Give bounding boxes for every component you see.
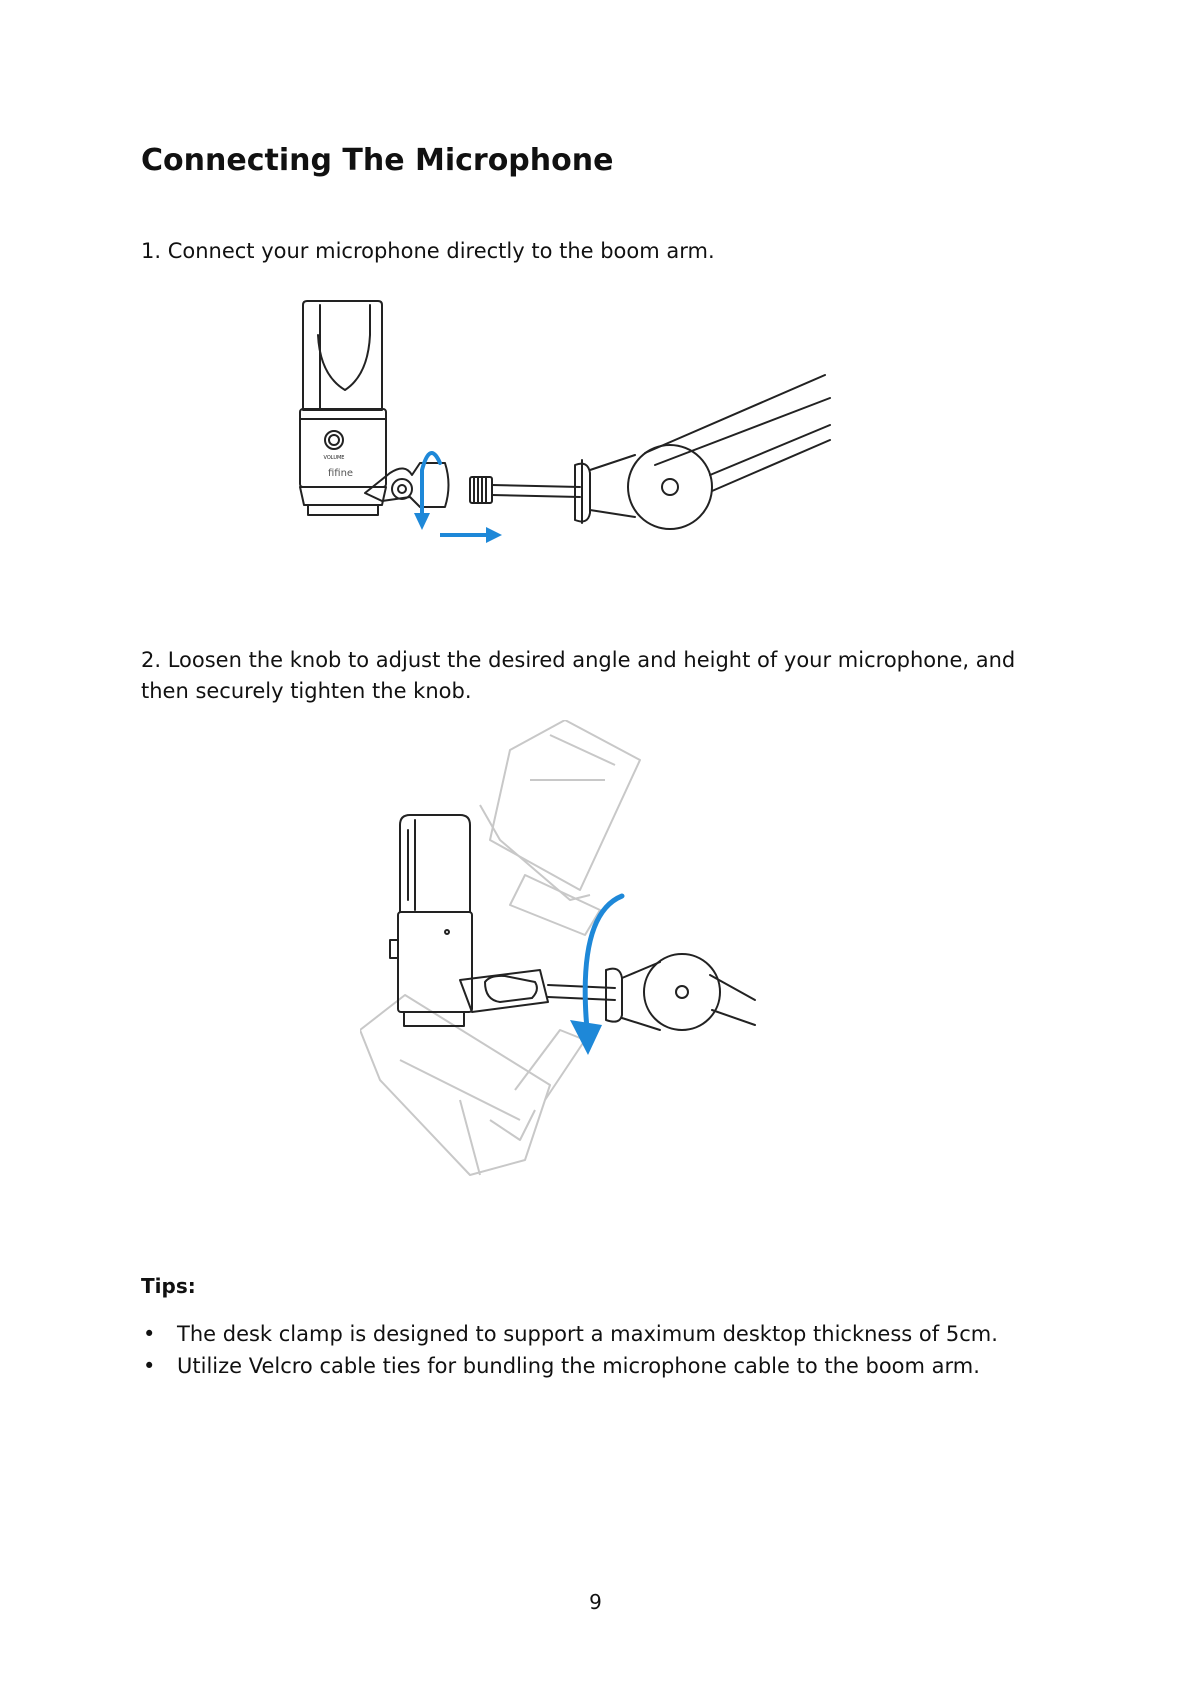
bullet-icon: • bbox=[143, 1322, 156, 1346]
figure-adjust-angle bbox=[360, 720, 830, 1200]
page-number: 9 bbox=[589, 1590, 602, 1614]
brand-label: fifine bbox=[328, 468, 354, 479]
microphone-main bbox=[390, 815, 755, 1030]
tips-list bbox=[141, 1318, 998, 1382]
ghost-lower-position bbox=[360, 995, 585, 1175]
bullet-icon: • bbox=[143, 1354, 156, 1378]
ghost-upper-position bbox=[480, 720, 640, 935]
step-2-text: 2. Loosen the knob to adjust the desired angle and height of your microphone, and then securely tighten the knob. bbox=[141, 648, 1016, 703]
list-item bbox=[141, 1350, 998, 1382]
tip-text: Utilize Velcro cable ties for bundling the microphone cable to the boom arm. bbox=[177, 1354, 980, 1378]
volume-knob-icon bbox=[325, 431, 343, 449]
step-1-text: 1. Connect your microphone directly to the boom arm. bbox=[141, 239, 715, 263]
figure-connect-microphone bbox=[290, 295, 890, 545]
rotate-arrow-icon bbox=[585, 896, 622, 1040]
volume-label: VOLUME bbox=[323, 455, 345, 461]
tips-heading: Tips: bbox=[141, 1274, 196, 1298]
page-title: Connecting The Microphone bbox=[141, 143, 614, 178]
list-item bbox=[141, 1318, 998, 1350]
mount-screw-icon bbox=[392, 479, 412, 499]
tip-text: The desk clamp is designed to support a maximum desktop thickness of 5cm. bbox=[177, 1322, 998, 1346]
boom-joint bbox=[628, 445, 712, 529]
